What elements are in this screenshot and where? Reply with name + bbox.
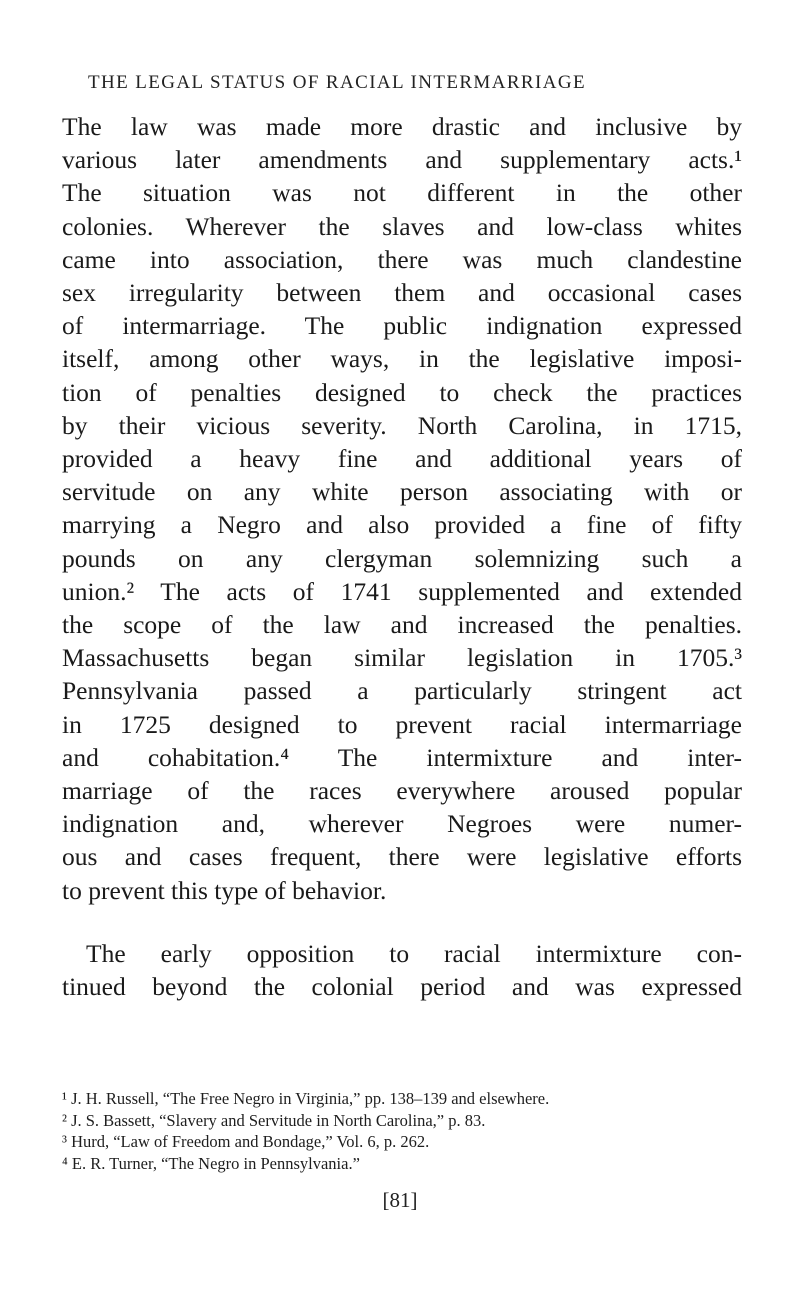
text-line: servitude on any white person associating with or bbox=[62, 477, 742, 507]
paragraph-2 bbox=[62, 937, 742, 1003]
text-line: to prevent this type of behavior. bbox=[62, 875, 387, 905]
text-line: of intermarriage. The public indignation expressed bbox=[62, 311, 742, 341]
text-line: tion of penalties designed to check the practices bbox=[62, 377, 742, 407]
footnote-2: ² J. S. Bassett, “Slavery and Servitude in North Carolina,” p. 83. bbox=[62, 1110, 486, 1130]
footnote-1: ¹ J. H. Russell, “The Free Negro in Virginia,” pp. 138–139 and elsewhere. bbox=[62, 1089, 550, 1108]
footnote-4: ⁴ E. R. Turner, “The Negro in Pennsylvania.” bbox=[62, 1153, 360, 1173]
paragraph-1 bbox=[62, 110, 742, 907]
text-line: tinued beyond the colonial period and was expressed bbox=[62, 972, 742, 1002]
text-line: sex irregularity between them and occasional cases bbox=[62, 278, 742, 308]
text-line: the scope of the law and increased the penalties. bbox=[62, 610, 742, 640]
footnote-3: ³ Hurd, “Law of Freedom and Bondage,” Vol. 6, p. 262. bbox=[62, 1132, 430, 1151]
text-line: indignation and, wherever Negroes were numer- bbox=[62, 809, 742, 839]
text-line: by their vicious severity. North Carolina, in 1715, bbox=[62, 410, 742, 440]
text-line: marrying a Negro and also provided a fine of fifty bbox=[62, 510, 742, 540]
text-line: union.² The acts of 1741 supplemented and extended bbox=[62, 576, 742, 606]
running-head: THE LEGAL STATUS OF RACIAL INTERMARRIAGE bbox=[88, 72, 586, 93]
text-line: ous and cases frequent, there were legislative efforts bbox=[62, 842, 742, 872]
paragraph-gap bbox=[62, 907, 742, 937]
text-line: itself, among other ways, in the legislative imposi- bbox=[62, 344, 742, 374]
footnotes bbox=[62, 1088, 752, 1174]
text-line: The law was made more drastic and inclusive by bbox=[62, 112, 742, 141]
text-line: Massachusetts began similar legislation in 1705.³ bbox=[62, 643, 742, 673]
text-line: The early opposition to racial intermixture con- bbox=[86, 938, 742, 968]
page-number: [81] bbox=[382, 1188, 418, 1212]
text-line: various later amendments and supplementary acts.¹ bbox=[62, 145, 742, 175]
text-line: Pennsylvania passed a particularly stringent act bbox=[62, 676, 742, 706]
text-line: colonies. Wherever the slaves and low-class whites bbox=[62, 211, 742, 241]
text-line: came into association, there was much clandestine bbox=[62, 244, 742, 274]
text-line: provided a heavy fine and additional years of bbox=[62, 444, 742, 474]
text-line: in 1725 designed to prevent racial intermarriage bbox=[62, 709, 742, 739]
text-line: marriage of the races everywhere aroused popular bbox=[62, 776, 742, 806]
text-line: and cohabitation.⁴ The intermixture and inter- bbox=[62, 742, 742, 772]
text-line: pounds on any clergyman solemnizing such a bbox=[62, 543, 742, 573]
text-line: The situation was not different in the other bbox=[62, 178, 742, 208]
body-text bbox=[62, 110, 742, 1003]
